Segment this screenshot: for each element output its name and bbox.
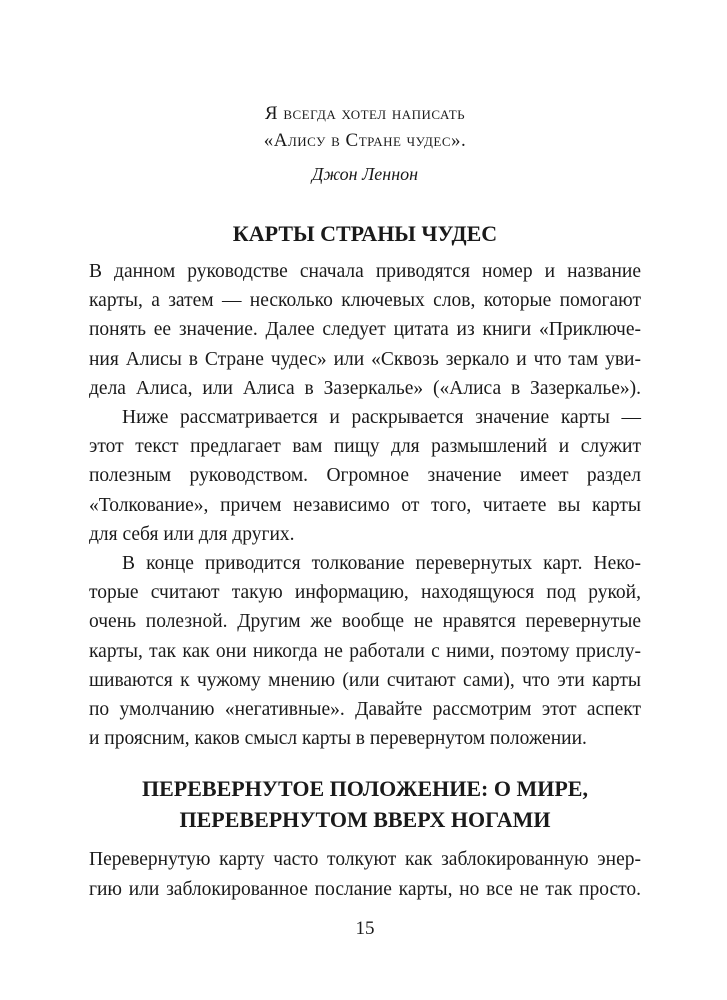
text-line: дела Алиса, или Алиса в Зазеркалье» («Алиса в Зазеркалье»). [89,377,641,399]
text-line: для себя или для других. [89,523,295,545]
epigraph-author: Джон Леннон [311,164,419,184]
text-line: гию или заблокированное послание карты, но все не так просто. [89,878,641,900]
text-line: карты, так как они никогда не работали с ними, поэтому прислу- [89,640,641,662]
text-line: очень полезной. Другим же вообще не нравятся перевернутые [89,611,641,633]
book-page [89,100,641,940]
text-line: шиваются к чужому мнению (или считают сами), что эти карты [89,669,641,691]
section-heading-line: ПЕРЕВЕРНУТОМ ВВЕРХ НОГАМИ [179,807,551,833]
text-line: Ниже рассматривается и раскрывается значение карты — [122,407,641,429]
section-heading [89,773,641,835]
text-line: карты, а затем — несколько ключевых слов, которые помогают [89,290,641,312]
text-line: «Толкование», причем независимо от того, читаете вы карты [89,494,641,516]
epigraph-line: Я всегда хотел написать [264,103,466,124]
text-line: ния Алисы в Стране чудес» или «Сквозь зеркало и что там уви- [89,348,641,370]
text-line: понять ее значение. Далее следует цитата из книги «Приключе- [89,319,641,341]
text-line: по умолчанию «негативные». Давайте рассмотрим этот аспект [89,699,641,721]
text-line: полезным руководством. Огромное значение имеет раздел [89,465,641,487]
epigraph-line: «Алису в Стране чудес». [263,130,467,151]
text-line: этот текст предлагает вам пищу для размышлений и служит [89,436,641,458]
text-line: Перевернутую карту часто толкуют как заблокированную энер- [89,849,641,871]
text-line: торые считают такую информацию, находящуюся под рукой, [89,582,641,604]
section-heading: КАРТЫ СТРАНЫ ЧУДЕС [232,221,498,246]
text-line: В конце приводится толкование перевернутых карт. Неко- [122,553,641,575]
section-heading-line: ПЕРЕВЕРНУТОЕ ПОЛОЖЕНИЕ: О МИРЕ, [142,776,588,802]
page-number: 15 [355,917,375,939]
text-line: В данном руководстве сначала приводятся номер и название [89,261,641,282]
text-line: и проясним, каков смысл карты в перевернутом положении. [89,728,587,750]
